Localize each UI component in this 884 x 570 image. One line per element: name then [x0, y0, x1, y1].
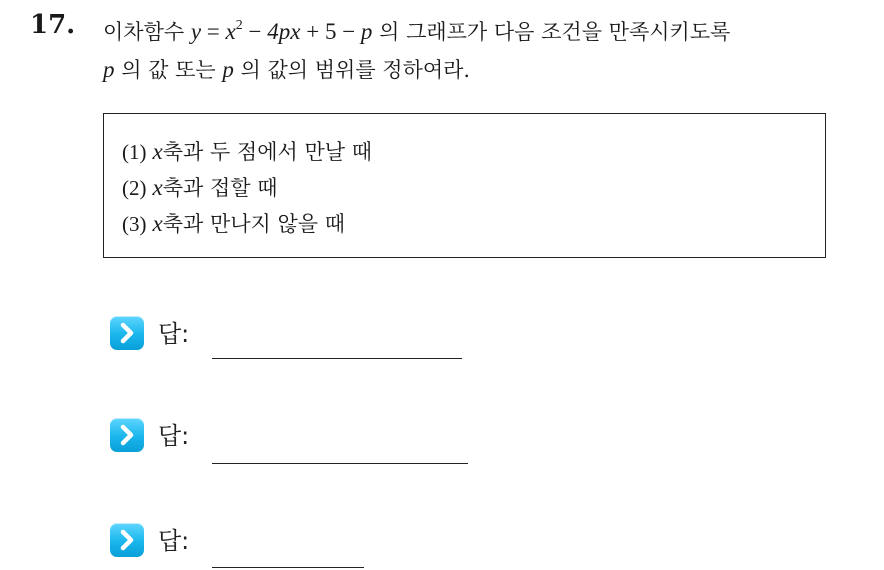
answer-row-3 [110, 523, 510, 563]
condition-2 [122, 172, 278, 202]
question-text-b: 의 그래프가 다음 조건을 만족시키도록 [379, 20, 731, 44]
condition-text: 축과 접할 때 [162, 176, 278, 200]
chevron-right-icon [110, 523, 144, 557]
condition-number: (3) [122, 212, 147, 236]
condition-number: (1) [122, 140, 147, 164]
condition-1 [122, 136, 372, 166]
variable-p-2: p [222, 57, 234, 82]
conditions-box [103, 113, 826, 258]
question-number: 17. [30, 10, 76, 40]
question-text-d: 의 값의 범위를 정하여라. [240, 58, 471, 82]
condition-variable: x [152, 139, 163, 164]
condition-text: 축과 두 점에서 만날 때 [162, 140, 372, 164]
equation: $y = x^2 - 4px + 5 - p$ [190, 18, 373, 44]
answer-label: 답: [158, 422, 190, 450]
question-line-1 [103, 16, 730, 46]
condition-variable: x [152, 211, 163, 236]
answer-blank-2[interactable] [212, 463, 468, 464]
answer-blank-3[interactable] [212, 567, 364, 568]
condition-3 [122, 208, 345, 238]
question-text-a: 이차함수 [103, 20, 191, 44]
answer-row-1 [110, 316, 510, 356]
answer-label: 답: [158, 527, 190, 555]
variable-p: p [103, 57, 115, 82]
answer-row-2 [110, 418, 510, 458]
condition-text: 축과 만나지 않을 때 [162, 212, 346, 236]
condition-number: (2) [122, 176, 147, 200]
question-text-c: 의 값 또는 [121, 58, 223, 82]
answer-label: 답: [158, 320, 190, 348]
condition-variable: x [152, 175, 163, 200]
chevron-right-icon [110, 316, 144, 350]
question-line-2 [103, 54, 470, 84]
chevron-right-icon [110, 418, 144, 452]
answer-blank-1[interactable] [212, 358, 462, 359]
